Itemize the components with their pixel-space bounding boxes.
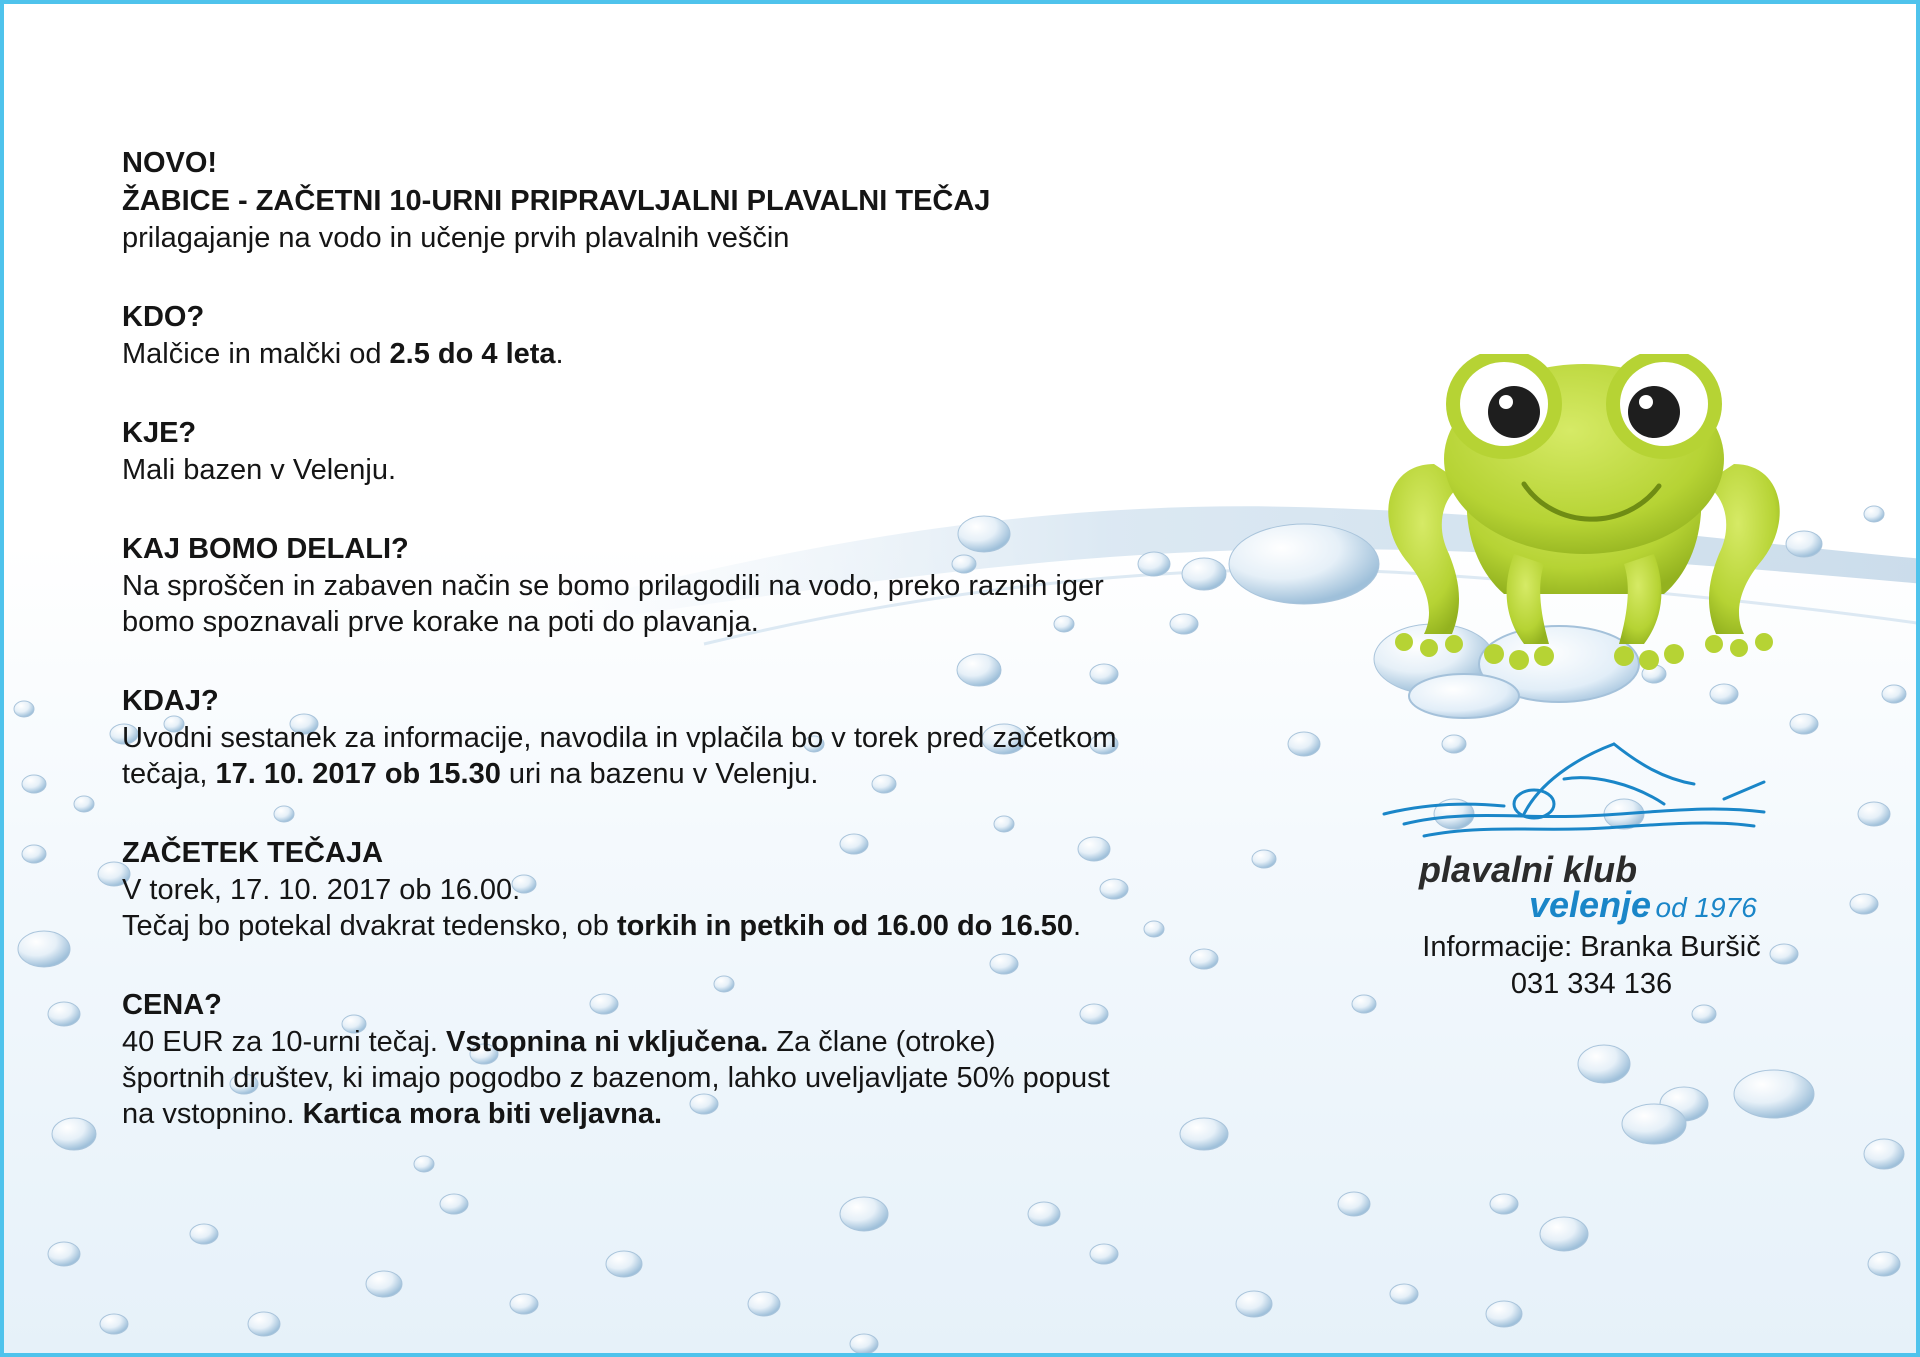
where-section — [122, 414, 1262, 488]
what-section — [122, 530, 1262, 640]
course-subtitle: prilagajanje na vodo in učenje prvih plavalnih veščin — [122, 222, 790, 254]
card-valid-note: Kartica mora biti veljavna. — [302, 1098, 663, 1130]
when-section — [122, 682, 1262, 792]
what-text-line-1: Na sproščen in zabaven način se bomo prilagodili na vodo, preko raznih iger — [122, 570, 1104, 602]
price-heading: CENA? — [122, 989, 222, 1021]
who-text-end: . — [555, 338, 564, 370]
contact-info — [1344, 929, 1839, 1003]
logo-city-name: velenje — [1529, 884, 1652, 925]
when-text-end: uri na bazenu v Velenju. — [500, 758, 819, 790]
who-text-start: Malčice in malčki od — [122, 338, 390, 370]
course-title: ŽABICE - ZAČETNI 10-URNI PRIPRAVLJALNI PLAVALNI TEČAJ — [122, 185, 991, 217]
who-text — [122, 336, 1262, 372]
logo-text-city — [1529, 884, 1757, 926]
age-range: 2.5 do 4 leta — [389, 338, 556, 370]
frog-mascot-icon — [1374, 354, 1794, 734]
when-text-line-2 — [122, 756, 1262, 792]
contact-phone: 031 334 136 — [1510, 968, 1673, 1000]
price-text-line-2: športnih društev, ki imajo pogodbo z bazenom, lahko uveljavljate 50% popust — [122, 1062, 1110, 1094]
intro-section — [122, 144, 1262, 256]
start-text-end: . — [1073, 910, 1082, 942]
start-heading: ZAČETEK TEČAJA — [122, 837, 384, 869]
schedule-times: torkih in petkih od 16.00 do 16.50 — [616, 910, 1074, 942]
club-logo — [1364, 724, 1824, 925]
novo-badge: NOVO! — [122, 147, 218, 179]
logo-since: od 1976 — [1655, 892, 1757, 923]
who-heading: KDO? — [122, 301, 205, 333]
where-heading: KJE? — [122, 417, 197, 449]
where-text: Mali bazen v Velenju. — [122, 454, 397, 486]
main-text — [122, 144, 1262, 1174]
price-members: Za člane (otroke) — [768, 1026, 996, 1058]
when-text-start: tečaja, — [122, 758, 216, 790]
start-section — [122, 834, 1262, 944]
what-heading: KAJ BOMO DELALI? — [122, 533, 409, 565]
price-text-line-3 — [122, 1096, 1262, 1132]
price-text-line-1 — [122, 1024, 1262, 1060]
start-text-line-1: V torek, 17. 10. 2017 ob 16.00. — [122, 874, 521, 906]
when-text-line-1: Uvodni sestanek za informacije, navodila in vplačila bo v torek pred začetkom — [122, 722, 1117, 754]
start-text-line-2 — [122, 908, 1262, 944]
contact-label: Informacije: Branka Buršič — [1422, 931, 1761, 963]
what-text-line-2: bomo spoznavali prve korake na poti do plavanja. — [122, 606, 759, 638]
price-amount: 40 EUR za 10-urni tečaj. — [122, 1026, 446, 1058]
when-heading: KDAJ? — [122, 685, 219, 717]
who-section — [122, 298, 1262, 372]
start-text-start: Tečaj bo potekal dvakrat tedensko, ob — [122, 910, 617, 942]
price-discount-end: na vstopnino. — [122, 1098, 303, 1130]
entry-not-included: Vstopnina ni vključena. — [445, 1026, 769, 1058]
price-section — [122, 986, 1262, 1132]
meeting-datetime: 17. 10. 2017 ob 15.30 — [215, 758, 501, 790]
logo-text-club: plavalni klub — [1419, 849, 1638, 890]
